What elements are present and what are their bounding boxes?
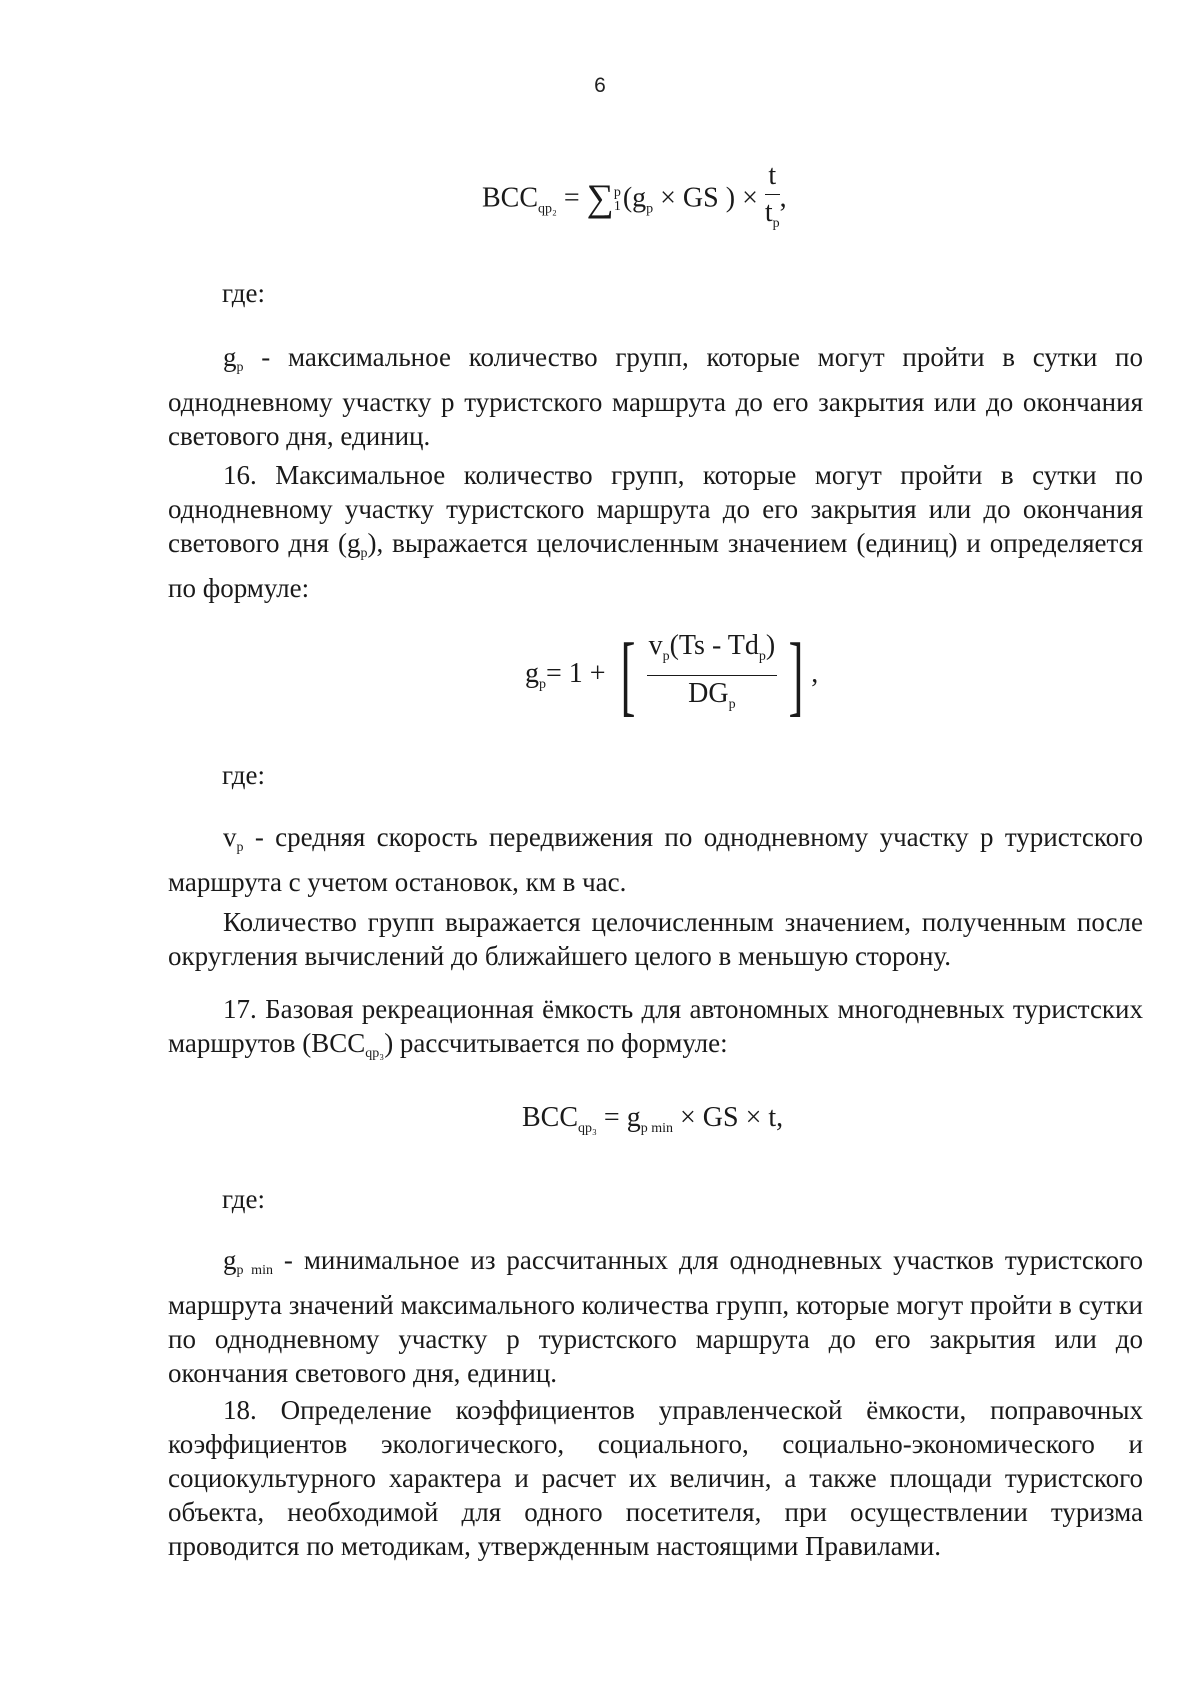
paragraph-16: 16. Максимальное количество групп, которые могут пройти в сутки по однодневному участку туристского маршрута до его закрытия или до окончания светового дня $(g_p)$, выражается целочисленным значением (единиц) и определяется по формуле: bbox=[168, 460, 1143, 603]
paragraph-17: 17. Базовая рекреационная ёмкость для автономных многодневных туристских маршрутов $(BCC_{qp_3})$ рассчитывается по формуле: bbox=[168, 994, 1143, 1061]
formula-lhs-sub: qp₂ bbox=[538, 201, 557, 217]
definition-gpmin: $g_{p min}$ - минимальное из рассчитанных для однодневных участков туристского маршрута значений максимального количества групп, которые могут пройти в сутки по однодневному участку р туристского маршрута до его закрытия или до окончания светового дня, единиц. bbox=[168, 1245, 1143, 1388]
where-label-2: где: bbox=[222, 760, 265, 790]
formula2-lhs: g bbox=[525, 657, 539, 689]
paragraph-groups-rounding: Количество групп выражается целочисленным значением, полученным после округления вычислений до ближайшего целого в меньшую сторону. bbox=[168, 907, 1143, 971]
right-floor-bracket: ] bbox=[788, 625, 804, 725]
formula-bcc-qp2 bbox=[482, 158, 787, 242]
formula-times: × bbox=[735, 182, 765, 214]
fraction-vp-over-dgp bbox=[647, 628, 778, 723]
formula3-lhs: BCC bbox=[522, 1102, 579, 1133]
left-floor-bracket: [ bbox=[620, 625, 636, 725]
fraction2-numerator: $v_p(Ts - Td_p)$ bbox=[647, 628, 778, 676]
formula-body-rest: × GS ) bbox=[653, 182, 736, 214]
formula3-lhs-sub: qp₃ bbox=[578, 1121, 597, 1136]
formula-body-g-sub: p bbox=[646, 201, 654, 217]
formula-body-open: (g bbox=[622, 182, 647, 214]
fraction-numerator: t bbox=[765, 158, 780, 195]
formula3-g-sub: p min bbox=[640, 1121, 673, 1136]
formula-tail: , bbox=[779, 182, 787, 214]
formula3-rest: × GS × t, bbox=[673, 1102, 784, 1133]
fraction-t-over-tp bbox=[765, 158, 780, 242]
formula3-eq: = g bbox=[596, 1102, 641, 1133]
sum-upper-limit: p bbox=[613, 185, 621, 200]
where-label-3: где: bbox=[222, 1184, 265, 1214]
formula-bcc-qp3 bbox=[522, 1102, 783, 1137]
paragraph-18: 18. Определение коэффициентов управленческой ёмкости, поправочных коэффициентов экологического, социального, социально-экономического и социокультурного характера и расчет их величин, а также площади туристского объекта, необходимой для одного посетителя, при осуществлении туризма проводится по методикам, утвержденным настоящими Правилами. bbox=[168, 1395, 1143, 1561]
fraction-denominator: $t_p$ bbox=[764, 197, 780, 231]
formula-gp bbox=[525, 625, 819, 725]
page-number: 6 bbox=[594, 74, 606, 97]
sum-symbol: ∑ bbox=[586, 177, 614, 220]
fraction2-denominator: $DG_p$ bbox=[688, 678, 736, 712]
formula2-eq: = 1 + bbox=[546, 657, 613, 689]
where-label-1: где: bbox=[222, 278, 265, 308]
definition-gp: $g_p$ - максимальное количество групп, которые могут пройти в сутки по однодневному участку р туристского маршрута до его закрытия или до окончания светового дня, единиц. bbox=[168, 342, 1143, 451]
sum-lower-limit: 1 bbox=[613, 199, 621, 214]
definition-vp: $v_p$ - средняя скорость передвижения по однодневному участку р туристского маршрута с учетом остановок, км в час. bbox=[168, 822, 1143, 897]
formula2-tail: , bbox=[811, 657, 819, 689]
formula2-lhs-sub: p bbox=[539, 676, 546, 692]
formula-lhs: BCC bbox=[482, 182, 539, 214]
formula-eq: = bbox=[556, 182, 587, 214]
